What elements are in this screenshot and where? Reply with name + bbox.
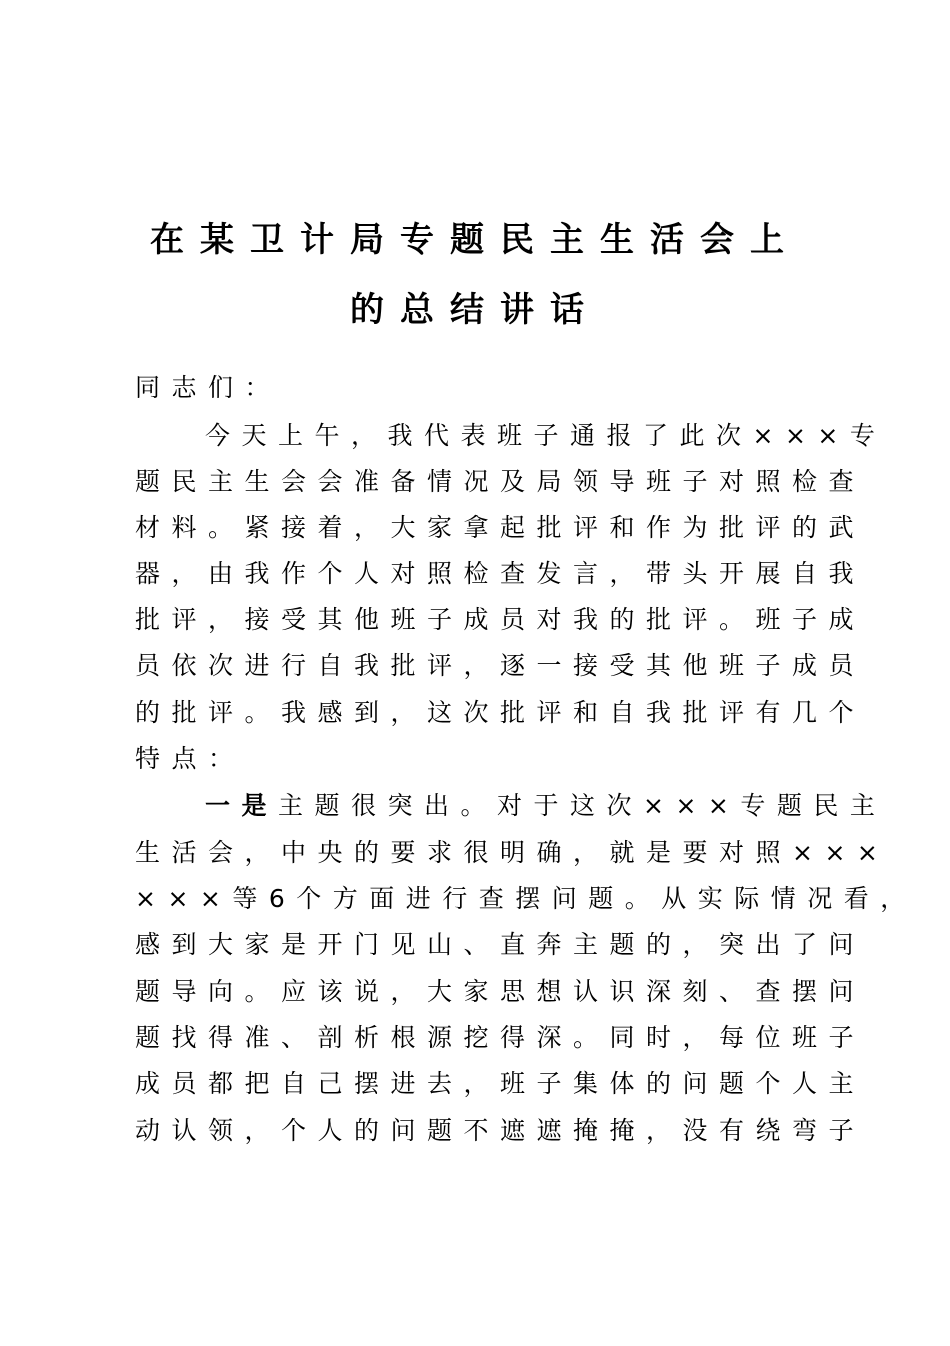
paragraph2-line-1 [205, 791, 886, 821]
paragraph2-lead: 一是 [205, 791, 279, 820]
document-title-line-1: 在某卫计局专题民主生活会上 [150, 220, 800, 260]
paragraph1-line-2: 题民主生会会准备情况及局领导班子对照检查 [135, 467, 866, 496]
document-title-line-2: 的总结讲话 [350, 290, 600, 330]
paragraph2-line-3: ×××等6个方面进行查摆问题。从实际情况看， [135, 884, 917, 913]
paragraph2-line-5: 题导向。应该说，大家思想认识深刻、查摆问 [135, 977, 866, 1006]
paragraph1-line-6: 员依次进行自我批评，逐一接受其他班子成员 [135, 651, 866, 680]
paragraph1-line-5: 批评，接受其他班子成员对我的批评。班子成 [135, 605, 866, 634]
paragraph1-line-1: 今天上午，我代表班子通报了此次×××专 [205, 421, 887, 450]
paragraph2-line-8: 动认领，个人的问题不遮遮掩掩，没有绕弯子 [135, 1116, 866, 1145]
paragraph2-line-1-text: 主题很突出。对于这次×××专题民主 [278, 791, 887, 820]
paragraph2-line-7: 成员都把自己摆进去，班子集体的问题个人主 [135, 1069, 866, 1098]
paragraph2-line-2: 生活会，中央的要求很明确，就是要对照××× [135, 838, 890, 867]
salutation: 同志们： [135, 373, 282, 402]
paragraph2-line-4: 感到大家是开门见山、直奔主题的，突出了问 [135, 930, 866, 959]
paragraph1-line-7: 的批评。我感到，这次批评和自我批评有几个 [135, 698, 866, 727]
paragraph1-line-4: 器，由我作个人对照检查发言，带头开展自我 [135, 559, 866, 588]
paragraph1-line-8: 特点： [135, 744, 245, 773]
paragraph1-line-3: 材料。紧接着，大家拿起批评和作为批评的武 [135, 513, 866, 542]
paragraph2-line-6: 题找得准、剖析根源挖得深。同时，每位班子 [135, 1023, 866, 1052]
